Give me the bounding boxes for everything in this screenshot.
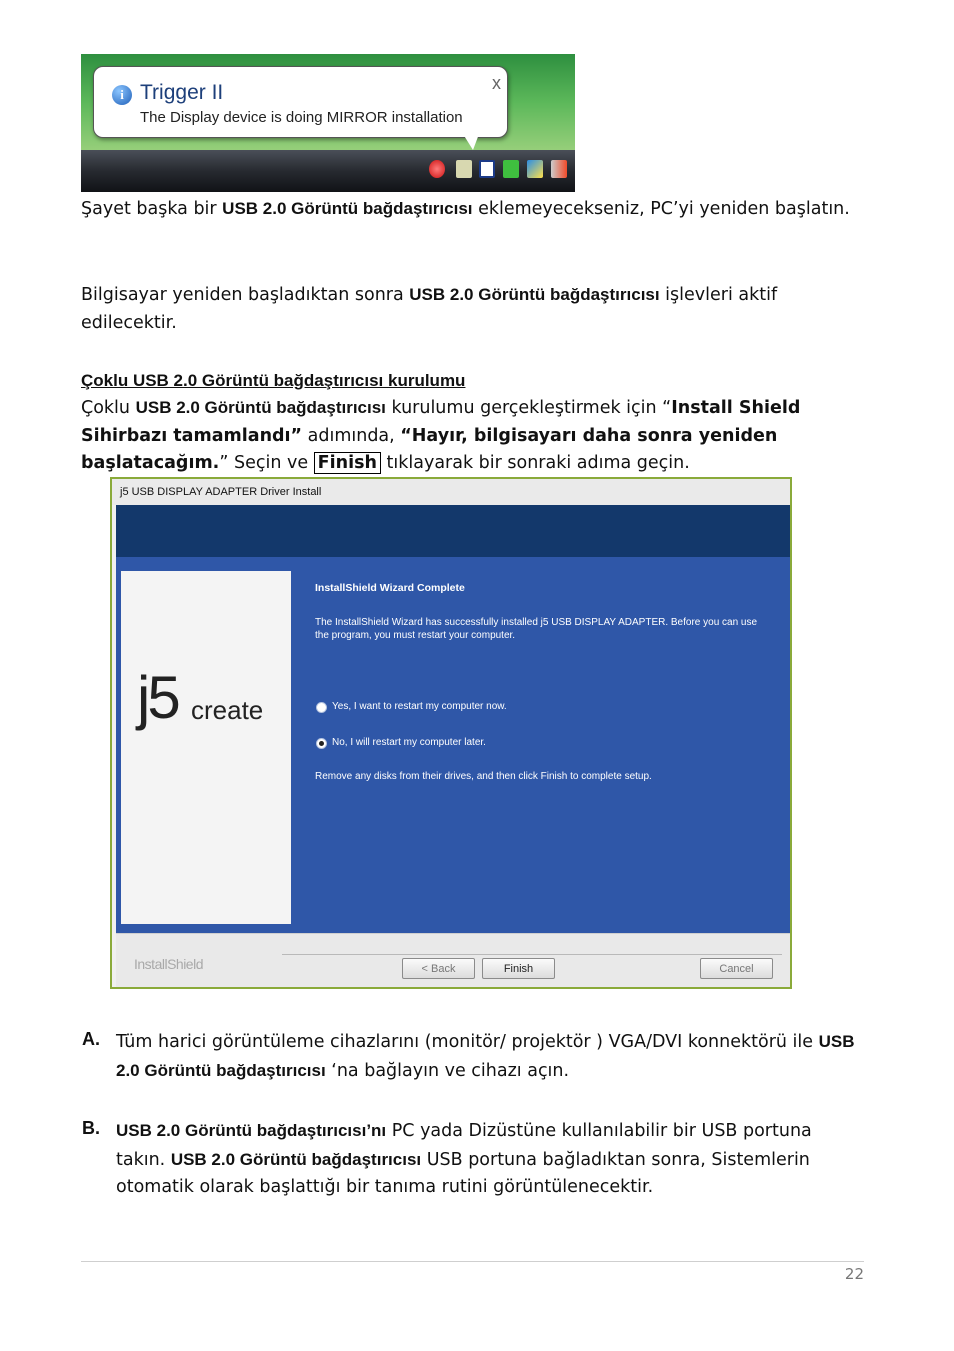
paragraph-restart: Şayet başka bir USB 2.0 Görüntü bağdaştırıcısı eklemeyecekseniz, PC’yi yeniden başlatın. <box>81 199 850 219</box>
installer-titlebar <box>112 479 790 505</box>
j5-tray-icon[interactable] <box>479 160 495 178</box>
back-button[interactable]: < Back <box>402 958 475 979</box>
footer-rule <box>81 1261 864 1262</box>
list-item-b: USB 2.0 Görüntü bağdaştırıcısı’nı PC yada Dizüstüne kullanılabilir bir USB portuna takın. USB 2.0 Görüntü bağdaştırıcısı USB portuna bağladıktan sonra, Sistemlerin otomatik olarak başlattığı bir tanıma rutini görüntülenecektir. <box>116 1121 812 1197</box>
update-tray-icon[interactable] <box>503 160 519 178</box>
restart-now-label[interactable]: Yes, I want to restart my computer now. <box>332 701 507 712</box>
restart-later-radio[interactable] <box>316 738 327 749</box>
installer-header-band <box>116 505 790 557</box>
logo-panel <box>121 571 291 924</box>
installshield-brand: InstallShield <box>134 956 203 972</box>
installer-body <box>116 557 790 933</box>
create-logo: create <box>191 695 264 725</box>
notification-title: Trigger II <box>140 81 224 104</box>
restart-later-label[interactable]: No, I will restart my computer later. <box>332 737 486 748</box>
speaker-tray-icon[interactable] <box>551 160 567 178</box>
wizard-description: The InstallShield Wizard has successfully installed j5 USB DISPLAY ADAPTER. Before you can use the program, you must restart your computer. <box>315 617 758 641</box>
notification-screenshot <box>81 54 575 192</box>
paragraph-activation: Bilgisayar yeniden başladıktan sonra USB 2.0 Görüntü bağdaştırıcısı işlevleri aktif edilecektir. <box>81 285 778 333</box>
restart-now-radio[interactable] <box>316 702 327 713</box>
list-marker-b: B. <box>82 1118 100 1138</box>
list-item-a: Tüm harici görüntüleme cihazlarını (monitör/ projektör ) VGA/DVI konnektörü ile USB 2.0 Görüntü bağdaştırıcısı ‘na bağlayın ve cihazı açın. <box>116 1032 855 1081</box>
error-tray-icon[interactable] <box>429 160 445 178</box>
taskbar <box>81 150 575 192</box>
notification-balloon <box>93 66 508 138</box>
installer-title: j5 USB DISPLAY ADAPTER Driver Install <box>120 486 322 498</box>
installer-window <box>110 477 792 989</box>
paragraph-multi-install: Çoklu USB 2.0 Görüntü bağdaştırıcısı kurulumu gerçekleştirmek için “Install Shield Sihirbazı tamamlandı” adımında, “Hayır, bilgisayarı daha sonra yeniden başlatacağım.” Seçin ve Finish tıklayarak bir sonraki adıma geçin. <box>81 398 801 473</box>
info-icon: i <box>112 85 132 105</box>
j5-logo: j5 <box>137 664 178 731</box>
footer-separator <box>282 954 782 955</box>
device-tray-icon[interactable] <box>456 160 472 178</box>
list-marker-a: A. <box>82 1029 100 1049</box>
wizard-title: InstallShield Wizard Complete <box>315 582 465 594</box>
remove-disks-note: Remove any disks from their drives, and then click Finish to complete setup. <box>315 771 652 782</box>
close-icon[interactable]: x <box>492 73 501 93</box>
page-number: 22 <box>844 1265 864 1283</box>
network-tray-icon[interactable] <box>527 160 543 178</box>
notification-message: The Display device is doing MIRROR installation <box>140 109 463 126</box>
section-heading: Çoklu USB 2.0 Görüntü bağdaştırıcısı kurulumu <box>81 371 466 390</box>
installer-footer <box>116 933 790 988</box>
balloon-tail <box>463 134 479 150</box>
cancel-button[interactable]: Cancel <box>700 958 773 979</box>
finish-reference: Finish <box>314 452 381 474</box>
finish-button[interactable]: Finish <box>482 958 555 979</box>
